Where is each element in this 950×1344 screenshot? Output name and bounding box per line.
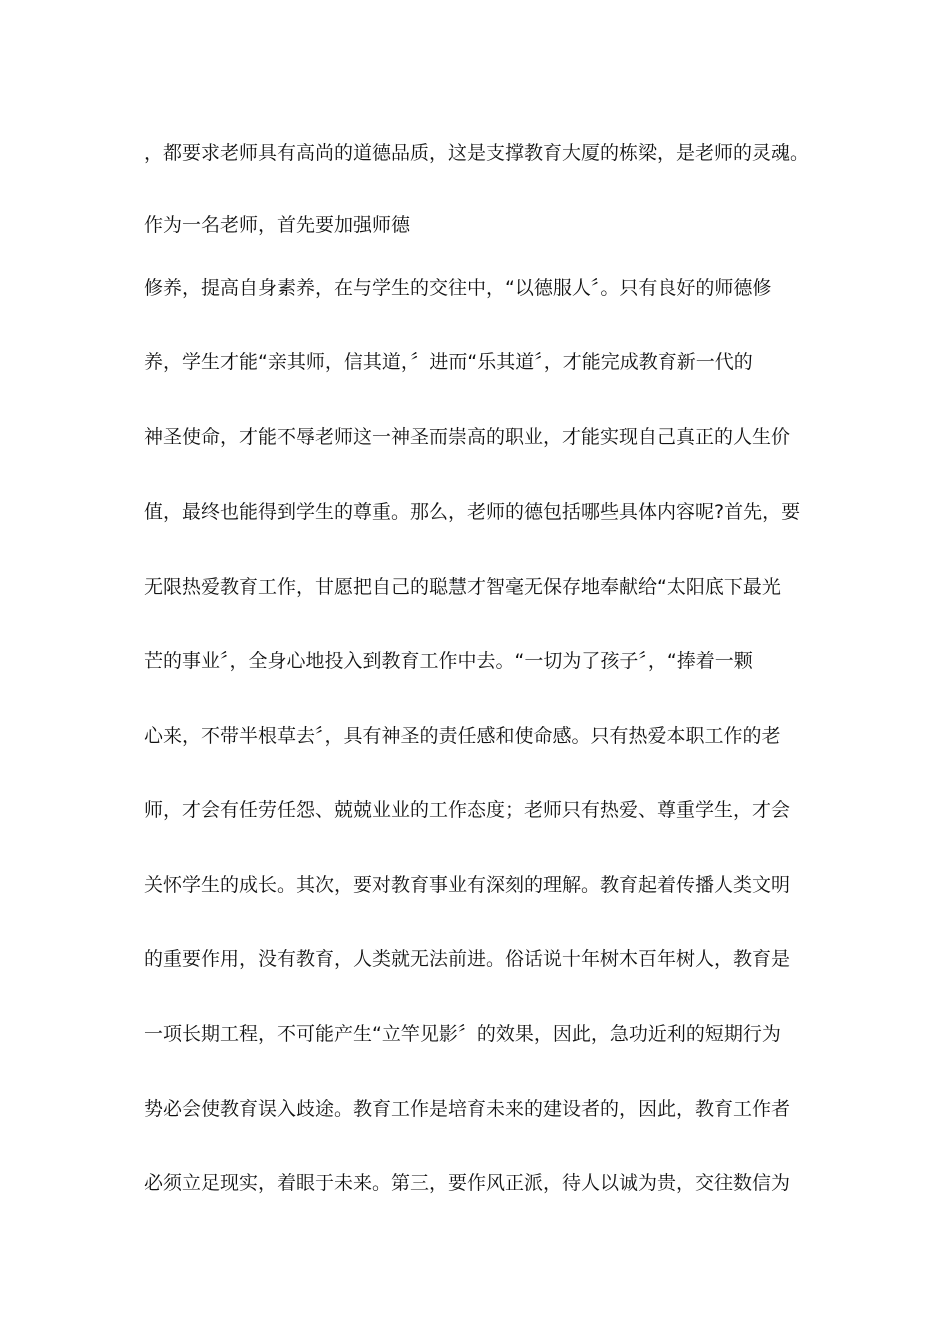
text-line: 一项长期工程，不可能产生“立竿见影〞的效果，因此，急功近利的短期行为 (144, 1023, 781, 1045)
text-line: 作为一名老师，首先要加强师德 (144, 214, 411, 236)
text-line: 无限热爱教育工作，甘愿把自己的聪慧才智毫无保存地奉献给“太阳底下最光 (144, 576, 781, 598)
text-line: 心来，不带半根草去〞，具有神圣的责任感和使命感。只有热爱本职工作的老 (144, 725, 781, 747)
text-line: 师，才会有任劳任怨、兢兢业业的工作态度；老师只有热爱、尊重学生，才会 (144, 799, 791, 821)
text-line: ，都要求老师具有高尚的道德品质，这是支撑教育大厦的栋梁，是老师的灵魂。 (144, 142, 810, 164)
text-line: 关怀学生的成长。其次，要对教育事业有深刻的理解。教育起着传播人类文明 (144, 874, 791, 896)
text-line: 必须立足现实，着眼于未来。第三，要作风正派，待人以诚为贵，交往数信为 (144, 1172, 791, 1194)
text-line: 值，最终也能得到学生的尊重。那么，老师的德包括哪些具体内容呢?首先，要 (144, 501, 801, 523)
text-line: 的重要作用，没有教育，人类就无法前进。俗话说十年树木百年树人，教育是 (144, 948, 791, 970)
text-line: 势必会使教育误入歧途。教育工作是培育未来的建设者的，因此，教育工作者 (144, 1098, 791, 1120)
text-line: 养，学生才能“亲其师，信其道，〞进而“乐其道〞，才能完成教育新一代的 (144, 351, 753, 373)
text-line: 芒的事业〞，全身心地投入到教育工作中去。“一切为了孩子〞，“捧着一颗 (144, 650, 753, 672)
text-line: 神圣使命，才能不辱老师这一神圣而崇高的职业，才能实现自己真正的人生价 (144, 426, 791, 448)
text-line: 修养，提高自身素养，在与学生的交往中，“以德服人〞。只有良好的师德修 (144, 277, 772, 299)
